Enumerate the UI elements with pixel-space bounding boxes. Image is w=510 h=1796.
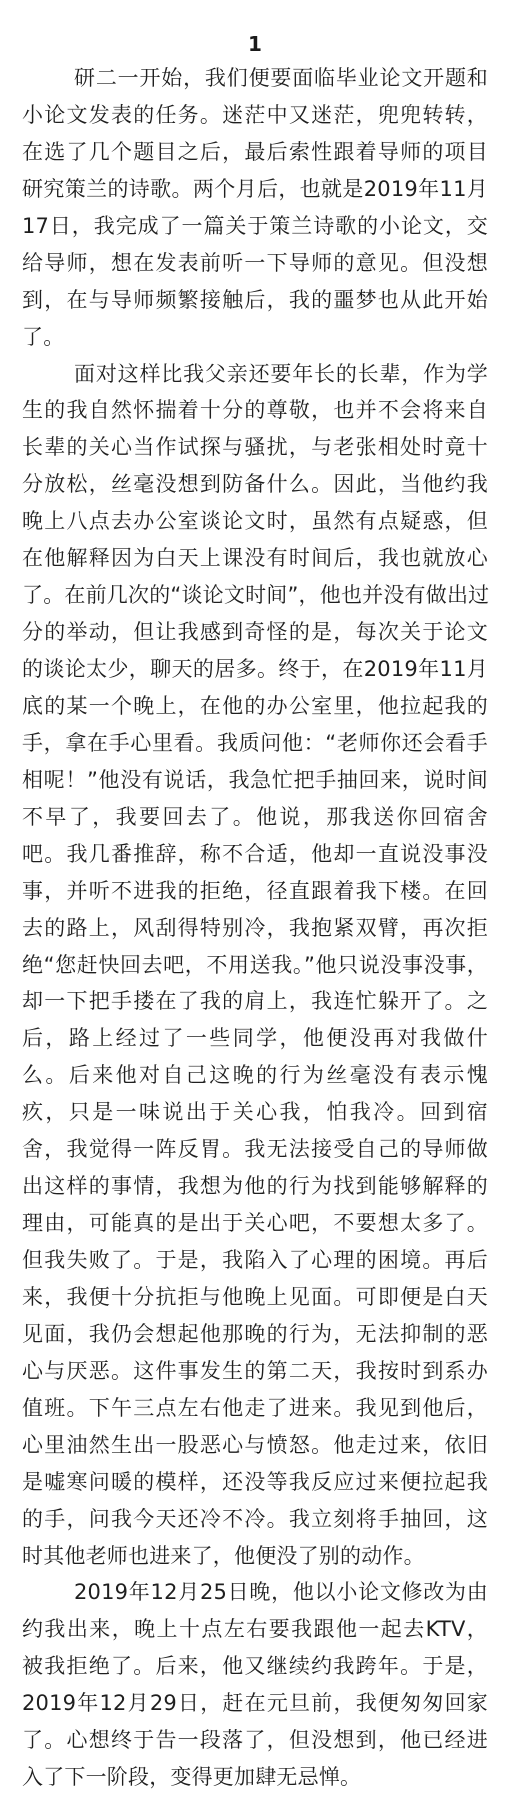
text-line: 生的我自然怀揣着十分的尊敬，也并不会将来自: [22, 398, 488, 423]
text-line: 在他解释因为白天上课没有时间后，我也就放心: [22, 546, 488, 571]
text-line: 长辈的关心当作试探与骚扰，与老张相处时竟十: [22, 435, 488, 460]
text-line: 了。在前几次的“谈论文时间”，他也并没有做出过: [22, 583, 490, 608]
text-line: 么。后来他对自己这晚的行为丝毫没有表示愧: [22, 1063, 488, 1088]
text-line: 被我拒绝了。后来，他又继续约我跨年。于是，: [22, 1654, 488, 1679]
text-line: 了。心想终于告一段落了，但没想到，他已经进: [22, 1728, 488, 1753]
text-line: 2019年12月29日，赶在元旦前，我便匆匆回家: [22, 1691, 488, 1716]
text-line: 底的某一个晚上，在他的办公室里，他拉起我的: [22, 693, 488, 718]
text-line: 舍，我觉得一阵反胃。我无法接受自己的导师做: [22, 1137, 488, 1162]
text-line: 2019年12月25日晚，他以小论文修改为由: [74, 1580, 488, 1605]
text-line: 面对这样比我父亲还要年长的长辈，作为学: [74, 361, 488, 386]
text-line: 是嘘寒问暖的模样，还没等我反应过来便拉起我: [22, 1469, 488, 1494]
text-line: 分的举动，但让我感到奇怪的是，每次关于论文: [22, 620, 488, 645]
text-line: 相呢！”他没有说话，我急忙把手抽回来，说时间: [22, 767, 488, 792]
text-line: 分放松，丝毫没想到防备什么。因此，当他约我: [22, 472, 488, 497]
text-line: 后，路上经过了一些同学，他便没再对我做什: [22, 1026, 488, 1051]
text-line: 来，我便十分抗拒与他晚上见面。可即便是白天: [22, 1284, 488, 1309]
text-line: 见面，我仍会想起他那晚的行为，无法抑制的恶: [22, 1321, 488, 1346]
body-text: [22, 60, 488, 1796]
text-line: 17日，我完成了一篇关于策兰诗歌的小论文，交: [22, 213, 488, 238]
text-line: 的谈论太少，聊天的居多。终于，在2019年11月: [22, 657, 488, 681]
text-line: 不早了，我要回去了。他说，那我送你回宿舍: [22, 804, 488, 829]
text-line: 到，在与导师频繁接触后，我的噩梦也从此开始: [22, 287, 488, 312]
text-line: 值班。下午三点左右他走了进来。我见到他后，: [22, 1395, 488, 1420]
text-line: 的手，问我今天还冷不冷。我立刻将手抽回，这: [22, 1506, 488, 1531]
text-line: 心与厌恶。这件事发生的第二天，我按时到系办: [22, 1358, 488, 1383]
text-line: 去的路上，风刮得特别冷，我抱紧双臂，再次拒: [22, 915, 488, 940]
text-line: 了。: [22, 324, 65, 349]
text-line: 疚，只是一味说出于关心我，怕我冷。回到宿: [22, 1100, 488, 1125]
text-line: 手，拿在手心里看。我质问他：“老师你还会看手: [22, 730, 488, 755]
text-line: 但我失败了。于是，我陷入了心理的困境。再后: [22, 1248, 488, 1272]
text-line: 却一下把手搂在了我的肩上，我连忙躲开了。之: [22, 989, 488, 1014]
text-line: 理由，可能真的是出于关心吧，不要想太多了。: [22, 1211, 488, 1236]
text-line: 时其他老师也进来了，他便没了别的动作。: [22, 1543, 425, 1568]
text-line: 吧。我几番推辞，称不合适，他却一直说没事没: [22, 841, 488, 866]
text-line: 研究策兰的诗歌。两个月后，也就是2019年11月: [22, 176, 488, 201]
text-line: 晚上八点去办公室谈论文时，虽然有点疑惑，但: [22, 509, 488, 534]
text-line: 入了下一阶段，变得更加肆无忌惮。: [22, 1765, 362, 1790]
text-line: 在选了几个题目之后，最后索性跟着导师的项目: [22, 139, 488, 164]
page-number: 1: [248, 32, 262, 56]
text-line: 事，并听不进我的拒绝，径直跟着我下楼。在回: [22, 878, 488, 903]
text-line: 心里油然生出一股恶心与愤怒。他走过来，依旧: [22, 1432, 488, 1457]
text-line: 约我出来，晚上十点左右要我跟他一起去KTV，: [22, 1617, 488, 1642]
text-line: 给导师，想在发表前听一下导师的意见。但没想: [22, 250, 488, 275]
text-line: 小论文发表的任务。迷茫中又迷茫，兜兜转转，: [22, 102, 488, 127]
text-line: 出这样的事情，我想为他的行为找到能够解释的: [22, 1174, 488, 1199]
text-line: 研二一开始，我们便要面临毕业论文开题和: [74, 66, 488, 90]
text-line: 绝“您赶快回去吧，不用送我。”他只说没事没事，: [22, 952, 488, 977]
